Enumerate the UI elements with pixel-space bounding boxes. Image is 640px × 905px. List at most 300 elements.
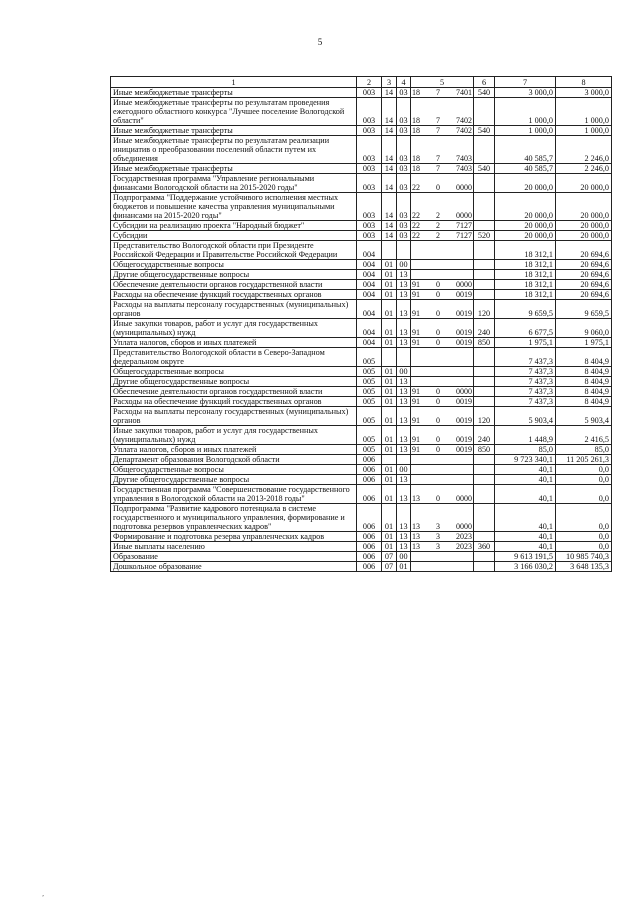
row-section-code: 14 [382, 174, 397, 193]
row-target-code [411, 504, 474, 532]
row-amount-year1: 9 723 340,1 [495, 455, 556, 465]
row-target-code [411, 319, 474, 338]
header-cell: 8 [556, 77, 612, 88]
row-expense-type [474, 562, 495, 572]
table-body [111, 88, 612, 572]
row-amount-year1: 1 000,0 [495, 98, 556, 126]
target-code-part: 3 [436, 522, 440, 531]
row-amount-year2: 20 694,6 [556, 260, 612, 270]
row-name: Иные межбюджетные трансферты [111, 126, 357, 136]
target-code-part: 0 [436, 435, 440, 444]
row-name: Обеспечение деятельности органов государственной власти [111, 387, 357, 397]
row-name: Подпрограмма "Развитие кадрового потенциала в системе государственного и муниципального управления, формирование и подготовка резервов управленческих кадров" [111, 504, 357, 532]
target-code-part: 0 [436, 338, 440, 347]
row-expense-type: 540 [474, 164, 495, 174]
table-row [111, 367, 612, 377]
row-amount-year2: 11 205 261,3 [556, 455, 612, 465]
table-row [111, 542, 612, 552]
row-expense-type [474, 98, 495, 126]
row-amount-year1: 5 903,4 [495, 407, 556, 426]
row-amount-year2: 85,0 [556, 445, 612, 455]
row-name: Иные закупки товаров, работ и услуг для государственных (муниципальных) нужд [111, 319, 357, 338]
target-code-part: 2 [436, 231, 440, 240]
row-expense-type [474, 348, 495, 367]
row-section-code [382, 455, 397, 465]
row-name: Уплата налогов, сборов и иных платежей [111, 445, 357, 455]
row-section-code [382, 348, 397, 367]
row-amount-year1: 20 000,0 [495, 193, 556, 221]
row-section-code: 01 [382, 260, 397, 270]
row-name: Государственная программа "Управление региональными финансами Вологодской области на 2015-2020 годы" [111, 174, 357, 193]
row-section-code: 01 [382, 465, 397, 475]
row-subsection-code: 13 [397, 280, 411, 290]
row-target-code [411, 290, 474, 300]
row-amount-year2: 2 416,5 [556, 426, 612, 445]
row-target-code [411, 377, 474, 387]
row-target-code [411, 126, 474, 136]
target-code-part: 0019 [456, 338, 472, 347]
budget-table [110, 76, 612, 572]
row-amount-year1: 7 437,3 [495, 377, 556, 387]
row-subsection-code: 13 [397, 445, 411, 455]
row-target-code [411, 397, 474, 407]
target-code-part: 91 [412, 338, 420, 347]
row-section-code: 01 [382, 475, 397, 485]
target-code-part: 0 [436, 290, 440, 299]
row-amount-year1: 85,0 [495, 445, 556, 455]
row-admin-code: 006 [357, 465, 382, 475]
target-code-part: 7402 [456, 126, 472, 135]
row-amount-year1: 18 312,1 [495, 241, 556, 260]
target-code-part: 13 [412, 542, 420, 551]
row-admin-code: 005 [357, 348, 382, 367]
row-expense-type: 360 [474, 542, 495, 552]
row-name: Другие общегосударственные вопросы [111, 475, 357, 485]
row-amount-year2: 8 404,9 [556, 348, 612, 367]
row-subsection-code: 13 [397, 270, 411, 280]
row-expense-type [474, 397, 495, 407]
target-code-part: 7127 [456, 231, 472, 240]
row-amount-year1: 20 000,0 [495, 221, 556, 231]
row-admin-code: 006 [357, 552, 382, 562]
row-expense-type [474, 241, 495, 260]
table-row [111, 387, 612, 397]
row-section-code: 01 [382, 377, 397, 387]
target-code-part: 0019 [456, 397, 472, 406]
row-section-code: 01 [382, 426, 397, 445]
row-amount-year1: 40,1 [495, 504, 556, 532]
row-admin-code: 004 [357, 260, 382, 270]
target-code-part: 22 [412, 211, 420, 220]
row-amount-year1: 1 448,9 [495, 426, 556, 445]
table-row [111, 174, 612, 193]
target-code-part: 0019 [456, 309, 472, 318]
row-amount-year1: 9 613 191,5 [495, 552, 556, 562]
row-target-code [411, 348, 474, 367]
row-section-code: 01 [382, 280, 397, 290]
row-name: Иные межбюджетные трансферты по результатам проведения ежегодного областного конкурса "Лучшее поселение Вологодской области" [111, 98, 357, 126]
table-row [111, 260, 612, 270]
table-row [111, 552, 612, 562]
row-expense-type [474, 270, 495, 280]
table-row [111, 465, 612, 475]
row-amount-year1: 40,1 [495, 532, 556, 542]
row-amount-year1: 7 437,3 [495, 397, 556, 407]
row-admin-code: 004 [357, 319, 382, 338]
row-amount-year2: 20 694,6 [556, 241, 612, 260]
row-expense-type: 240 [474, 319, 495, 338]
target-code-part: 7401 [456, 88, 472, 97]
row-expense-type: 540 [474, 88, 495, 98]
row-subsection-code: 13 [397, 532, 411, 542]
row-section-code: 14 [382, 136, 397, 164]
row-section-code: 01 [382, 532, 397, 542]
row-target-code [411, 426, 474, 445]
row-subsection-code [397, 241, 411, 260]
row-amount-year2: 5 903,4 [556, 407, 612, 426]
row-amount-year1: 18 312,1 [495, 260, 556, 270]
target-code-part: 0 [436, 416, 440, 425]
row-section-code: 01 [382, 290, 397, 300]
row-admin-code: 005 [357, 377, 382, 387]
target-code-part: 7127 [456, 221, 472, 230]
row-expense-type [474, 532, 495, 542]
row-subsection-code: 13 [397, 377, 411, 387]
row-target-code [411, 174, 474, 193]
row-amount-year2: 1 000,0 [556, 126, 612, 136]
target-code-part: 2023 [456, 532, 472, 541]
row-admin-code: 005 [357, 397, 382, 407]
row-amount-year2: 20 000,0 [556, 231, 612, 241]
row-subsection-code: 13 [397, 426, 411, 445]
row-target-code [411, 552, 474, 562]
row-target-code [411, 280, 474, 290]
target-code-part: 91 [412, 397, 420, 406]
table-row [111, 426, 612, 445]
target-code-part: 13 [412, 522, 420, 531]
row-amount-year1: 3 000,0 [495, 88, 556, 98]
row-amount-year2: 20 000,0 [556, 221, 612, 231]
target-code-part: 91 [412, 309, 420, 318]
row-amount-year1: 6 677,5 [495, 319, 556, 338]
target-code-part: 22 [412, 231, 420, 240]
target-code-part: 3 [436, 542, 440, 551]
row-expense-type [474, 221, 495, 231]
table-row [111, 348, 612, 367]
row-section-code: 01 [382, 338, 397, 348]
row-amount-year1: 40,1 [495, 542, 556, 552]
row-admin-code: 006 [357, 504, 382, 532]
row-target-code [411, 241, 474, 260]
row-subsection-code: 13 [397, 319, 411, 338]
row-target-code [411, 221, 474, 231]
row-subsection-code: 13 [397, 504, 411, 532]
row-admin-code: 006 [357, 485, 382, 504]
row-target-code [411, 270, 474, 280]
target-code-part: 18 [412, 116, 420, 125]
table-row [111, 126, 612, 136]
row-subsection-code: 01 [397, 562, 411, 572]
row-expense-type: 540 [474, 126, 495, 136]
scan-mark: ’ [42, 895, 44, 901]
row-section-code: 14 [382, 193, 397, 221]
row-amount-year1: 3 166 030,2 [495, 562, 556, 572]
row-subsection-code: 13 [397, 485, 411, 504]
row-amount-year2: 8 404,9 [556, 397, 612, 407]
table-row [111, 193, 612, 221]
target-code-part: 91 [412, 290, 420, 299]
row-section-code: 01 [382, 485, 397, 504]
row-admin-code: 005 [357, 426, 382, 445]
row-expense-type [474, 455, 495, 465]
row-amount-year1: 9 659,5 [495, 300, 556, 319]
target-code-part: 91 [412, 445, 420, 454]
row-name: Иные выплаты населению [111, 542, 357, 552]
table-row [111, 136, 612, 164]
row-name: Общегосударственные вопросы [111, 367, 357, 377]
row-section-code: 01 [382, 504, 397, 532]
row-admin-code: 003 [357, 174, 382, 193]
row-amount-year2: 3 000,0 [556, 88, 612, 98]
target-code-part: 22 [412, 221, 420, 230]
target-code-part: 7 [436, 126, 440, 135]
row-amount-year2: 8 404,9 [556, 367, 612, 377]
row-expense-type [474, 465, 495, 475]
target-code-part: 18 [412, 164, 420, 173]
row-amount-year2: 2 246,0 [556, 136, 612, 164]
row-admin-code: 003 [357, 88, 382, 98]
row-section-code: 07 [382, 562, 397, 572]
row-amount-year1: 1 975,1 [495, 338, 556, 348]
target-code-part: 22 [412, 183, 420, 192]
target-code-part: 0 [436, 445, 440, 454]
row-admin-code: 004 [357, 338, 382, 348]
row-amount-year2: 20 694,6 [556, 280, 612, 290]
row-amount-year2: 0,0 [556, 465, 612, 475]
row-subsection-code: 03 [397, 164, 411, 174]
target-code-part: 0019 [456, 435, 472, 444]
row-amount-year2: 1 975,1 [556, 338, 612, 348]
row-expense-type: 120 [474, 300, 495, 319]
row-name: Департамент образования Вологодской области [111, 455, 357, 465]
table-row [111, 475, 612, 485]
row-admin-code: 006 [357, 532, 382, 542]
target-code-part: 7403 [456, 164, 472, 173]
row-section-code: 14 [382, 98, 397, 126]
row-amount-year2: 3 648 135,3 [556, 562, 612, 572]
row-expense-type [474, 377, 495, 387]
row-admin-code: 005 [357, 387, 382, 397]
table-row [111, 397, 612, 407]
row-section-code: 01 [382, 300, 397, 319]
row-name: Общегосударственные вопросы [111, 465, 357, 475]
row-subsection-code: 03 [397, 98, 411, 126]
row-target-code [411, 445, 474, 455]
row-name: Иные закупки товаров, работ и услуг для государственных (муниципальных) нужд [111, 426, 357, 445]
row-subsection-code: 13 [397, 338, 411, 348]
header-cell: 4 [397, 77, 411, 88]
row-admin-code: 004 [357, 280, 382, 290]
table-row [111, 231, 612, 241]
row-subsection-code: 03 [397, 88, 411, 98]
row-expense-type [474, 367, 495, 377]
row-name: Представительство Вологодской области при Президенте Российской Федерации и Правительстве Российской Федерации [111, 241, 357, 260]
row-target-code [411, 367, 474, 377]
row-admin-code: 006 [357, 455, 382, 465]
row-target-code [411, 542, 474, 552]
table-row [111, 270, 612, 280]
target-code-part: 13 [412, 494, 420, 503]
row-name: Иные межбюджетные трансферты по результатам реализации инициатив о преобразовании поселений области путем их объединения [111, 136, 357, 164]
row-target-code [411, 300, 474, 319]
row-amount-year2: 10 985 740,3 [556, 552, 612, 562]
row-subsection-code: 03 [397, 193, 411, 221]
row-amount-year2: 8 404,9 [556, 387, 612, 397]
row-section-code: 01 [382, 542, 397, 552]
row-subsection-code [397, 455, 411, 465]
table-row [111, 319, 612, 338]
row-subsection-code: 13 [397, 407, 411, 426]
row-section-code: 01 [382, 367, 397, 377]
header-cell: 5 [411, 77, 474, 88]
row-amount-year2: 20 694,6 [556, 270, 612, 280]
row-name: Уплата налогов, сборов и иных платежей [111, 338, 357, 348]
row-amount-year1: 40,1 [495, 465, 556, 475]
row-name: Другие общегосударственные вопросы [111, 377, 357, 387]
row-expense-type [474, 485, 495, 504]
header-cell: 2 [357, 77, 382, 88]
row-name: Общегосударственные вопросы [111, 260, 357, 270]
row-section-code: 01 [382, 407, 397, 426]
row-admin-code: 003 [357, 193, 382, 221]
row-name: Государственная программа "Совершенствование государственного управления в Вологодской области на 2013-2018 годы" [111, 485, 357, 504]
row-subsection-code: 00 [397, 552, 411, 562]
row-name: Субсидии на реализацию проекта "Народный бюджет" [111, 221, 357, 231]
row-name: Иные межбюджетные трансферты [111, 164, 357, 174]
target-code-part: 0 [436, 328, 440, 337]
row-name: Формирование и подготовка резерва управленческих кадров [111, 532, 357, 542]
target-code-part: 18 [412, 126, 420, 135]
row-section-code: 01 [382, 270, 397, 280]
row-admin-code: 006 [357, 475, 382, 485]
row-target-code [411, 231, 474, 241]
row-subsection-code: 03 [397, 136, 411, 164]
target-code-part: 0019 [456, 328, 472, 337]
target-code-part: 0019 [456, 290, 472, 299]
row-subsection-code: 03 [397, 126, 411, 136]
target-code-part: 2 [436, 211, 440, 220]
row-target-code [411, 98, 474, 126]
target-code-part: 0000 [456, 183, 472, 192]
row-name: Расходы на обеспечение функций государственных органов [111, 290, 357, 300]
target-code-part: 0 [436, 494, 440, 503]
row-section-code: 01 [382, 319, 397, 338]
row-name: Расходы на выплаты персоналу государственных (муниципальных) органов [111, 407, 357, 426]
row-section-code [382, 241, 397, 260]
row-amount-year2: 20 000,0 [556, 193, 612, 221]
row-amount-year1: 1 000,0 [495, 126, 556, 136]
row-target-code [411, 407, 474, 426]
row-section-code: 07 [382, 552, 397, 562]
table-row [111, 280, 612, 290]
row-amount-year1: 18 312,1 [495, 290, 556, 300]
table-row [111, 445, 612, 455]
header-cell: 6 [474, 77, 495, 88]
row-amount-year2: 20 000,0 [556, 174, 612, 193]
row-subsection-code: 00 [397, 465, 411, 475]
row-expense-type [474, 504, 495, 532]
row-amount-year1: 40 585,7 [495, 136, 556, 164]
row-amount-year2: 2 246,0 [556, 164, 612, 174]
target-code-part: 0000 [456, 494, 472, 503]
target-code-part: 0 [436, 397, 440, 406]
row-admin-code: 003 [357, 164, 382, 174]
target-code-part: 91 [412, 387, 420, 396]
row-subsection-code: 13 [397, 542, 411, 552]
row-name: Дошкольное образование [111, 562, 357, 572]
row-expense-type [474, 290, 495, 300]
row-target-code [411, 562, 474, 572]
row-amount-year1: 7 437,3 [495, 348, 556, 367]
row-admin-code: 003 [357, 136, 382, 164]
table-row [111, 504, 612, 532]
target-code-part: 0 [436, 183, 440, 192]
row-section-code: 01 [382, 445, 397, 455]
row-section-code: 01 [382, 397, 397, 407]
row-admin-code: 004 [357, 270, 382, 280]
row-amount-year1: 7 437,3 [495, 367, 556, 377]
target-code-part: 2023 [456, 542, 472, 551]
row-name: Другие общегосударственные вопросы [111, 270, 357, 280]
row-expense-type [474, 552, 495, 562]
row-admin-code: 004 [357, 300, 382, 319]
row-subsection-code: 13 [397, 397, 411, 407]
row-target-code [411, 485, 474, 504]
row-amount-year2: 20 694,6 [556, 290, 612, 300]
row-amount-year1: 20 000,0 [495, 174, 556, 193]
table-row [111, 221, 612, 231]
row-expense-type [474, 260, 495, 270]
target-code-part: 0000 [456, 280, 472, 289]
row-admin-code: 003 [357, 98, 382, 126]
target-code-part: 91 [412, 435, 420, 444]
row-admin-code: 005 [357, 367, 382, 377]
target-code-part: 91 [412, 416, 420, 425]
row-target-code [411, 455, 474, 465]
row-subsection-code: 00 [397, 367, 411, 377]
row-amount-year1: 18 312,1 [495, 270, 556, 280]
target-code-part: 7 [436, 164, 440, 173]
page-number: 5 [317, 37, 323, 47]
row-expense-type: 520 [474, 231, 495, 241]
row-admin-code: 003 [357, 126, 382, 136]
row-target-code [411, 465, 474, 475]
row-admin-code: 005 [357, 407, 382, 426]
row-name: Образование [111, 552, 357, 562]
row-admin-code: 005 [357, 445, 382, 455]
row-amount-year1: 18 312,1 [495, 280, 556, 290]
target-code-part: 0000 [456, 522, 472, 531]
row-amount-year2: 9 060,0 [556, 319, 612, 338]
target-code-part: 7 [436, 88, 440, 97]
row-target-code [411, 387, 474, 397]
row-amount-year1: 7 437,3 [495, 387, 556, 397]
row-section-code: 14 [382, 164, 397, 174]
row-amount-year1: 20 000,0 [495, 231, 556, 241]
table-row [111, 377, 612, 387]
row-section-code: 14 [382, 126, 397, 136]
row-name: Представительство Вологодской области в Северо-Западном федеральном округе [111, 348, 357, 367]
